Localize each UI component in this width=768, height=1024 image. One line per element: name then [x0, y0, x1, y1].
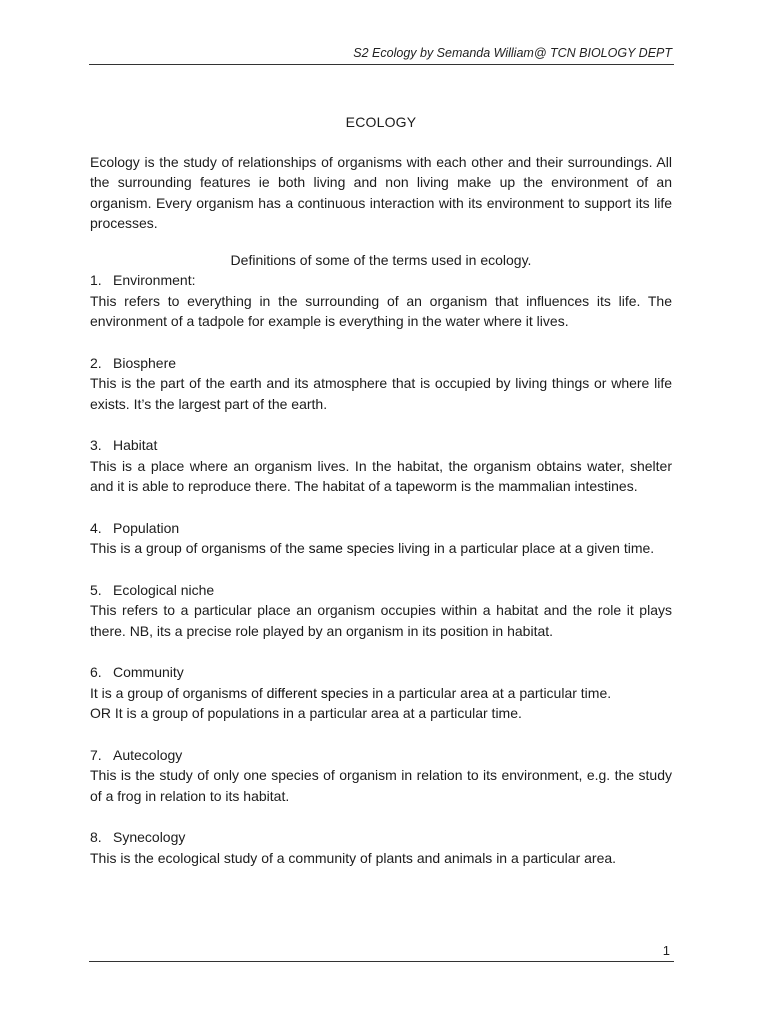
page-header: S2 Ecology by Semanda William@ TCN BIOLOGY DEPT	[353, 46, 672, 60]
document-title: ECOLOGY	[345, 114, 417, 130]
terms-list	[90, 270, 672, 868]
term-synecology	[90, 827, 672, 868]
header-divider	[89, 64, 674, 65]
term-number: 7.	[90, 746, 102, 763]
term-population	[90, 518, 672, 559]
definition-text: It is a group of organisms of	[90, 684, 267, 701]
term-number: 4.	[90, 519, 102, 536]
term-definition	[90, 538, 672, 559]
highlighted-phrase: different species	[266, 684, 369, 701]
term-number: 8.	[90, 829, 102, 845]
term-number: 1.	[90, 272, 102, 288]
term-heading: Synecology	[113, 829, 186, 845]
term-number: 6.	[90, 664, 102, 680]
footer-divider	[89, 961, 674, 962]
page-number: 1	[662, 943, 670, 958]
term-heading: Ecological niche	[113, 581, 215, 598]
term-heading: Environment:	[113, 272, 196, 288]
definition-text: living in a particular place at a given time.	[394, 540, 655, 556]
term-environment	[90, 270, 672, 332]
term-ecological-niche	[90, 580, 672, 642]
highlighted-phrase: same species	[308, 540, 395, 556]
term-number: 5.	[90, 581, 102, 598]
term-heading: Biosphere	[113, 354, 177, 371]
term-heading: Habitat	[113, 437, 158, 453]
term-definition: This is the ecological study of a community of plants and animals in a particular area.	[90, 849, 617, 866]
term-definition: This refers to a particular place an organism occupies within a habitat and the role it plays there. NB, its a precise role played by an organism in its position in habitat.	[90, 602, 672, 639]
definition-text: in a particular area at a particular time.	[368, 684, 612, 701]
term-number: 3.	[90, 437, 102, 453]
intro-paragraph: Ecology is the study of relationships of organisms with each other and their surroundings. All the surrounding features ie both living and non living make up the environment of an organism. Every organism has a continuous interaction with its environment to support its life processes.	[90, 153, 672, 231]
term-habitat	[90, 435, 672, 497]
definition-text: This is a group of organisms of the	[90, 540, 309, 556]
term-definition: This refers to everything in the surrounding of an organism that influences its life. The environment of a tadpole for example is everything in the water where it lives.	[90, 292, 672, 329]
term-autecology	[90, 745, 672, 807]
term-definition: This is the part of the earth and its atmosphere that is occupied by living things or where life exists. It’s the largest part of the earth.	[90, 375, 672, 412]
term-definition-alternative: OR It is a group of populations in a particular area at a particular time.	[90, 705, 522, 721]
term-heading: Community	[113, 664, 184, 680]
page-content	[90, 112, 672, 889]
term-definition: This is a place where an organism lives. In the habitat, the organism obtains water, shelter and it is able to reproduce there. The habitat of a tapeworm is the mammalian intestines.	[90, 457, 672, 494]
term-biosphere	[90, 353, 672, 415]
definitions-heading: Definitions of some of the terms used in ecology.	[230, 251, 532, 268]
term-community	[90, 662, 672, 724]
term-number: 2.	[90, 354, 102, 371]
term-heading: Population	[113, 519, 180, 536]
term-heading: Autecology	[113, 746, 183, 763]
term-definition	[90, 683, 672, 704]
term-definition: This is the study of only one species of organism in relation to its environment, e.g. the study of a frog in relation to its habitat.	[90, 767, 672, 804]
